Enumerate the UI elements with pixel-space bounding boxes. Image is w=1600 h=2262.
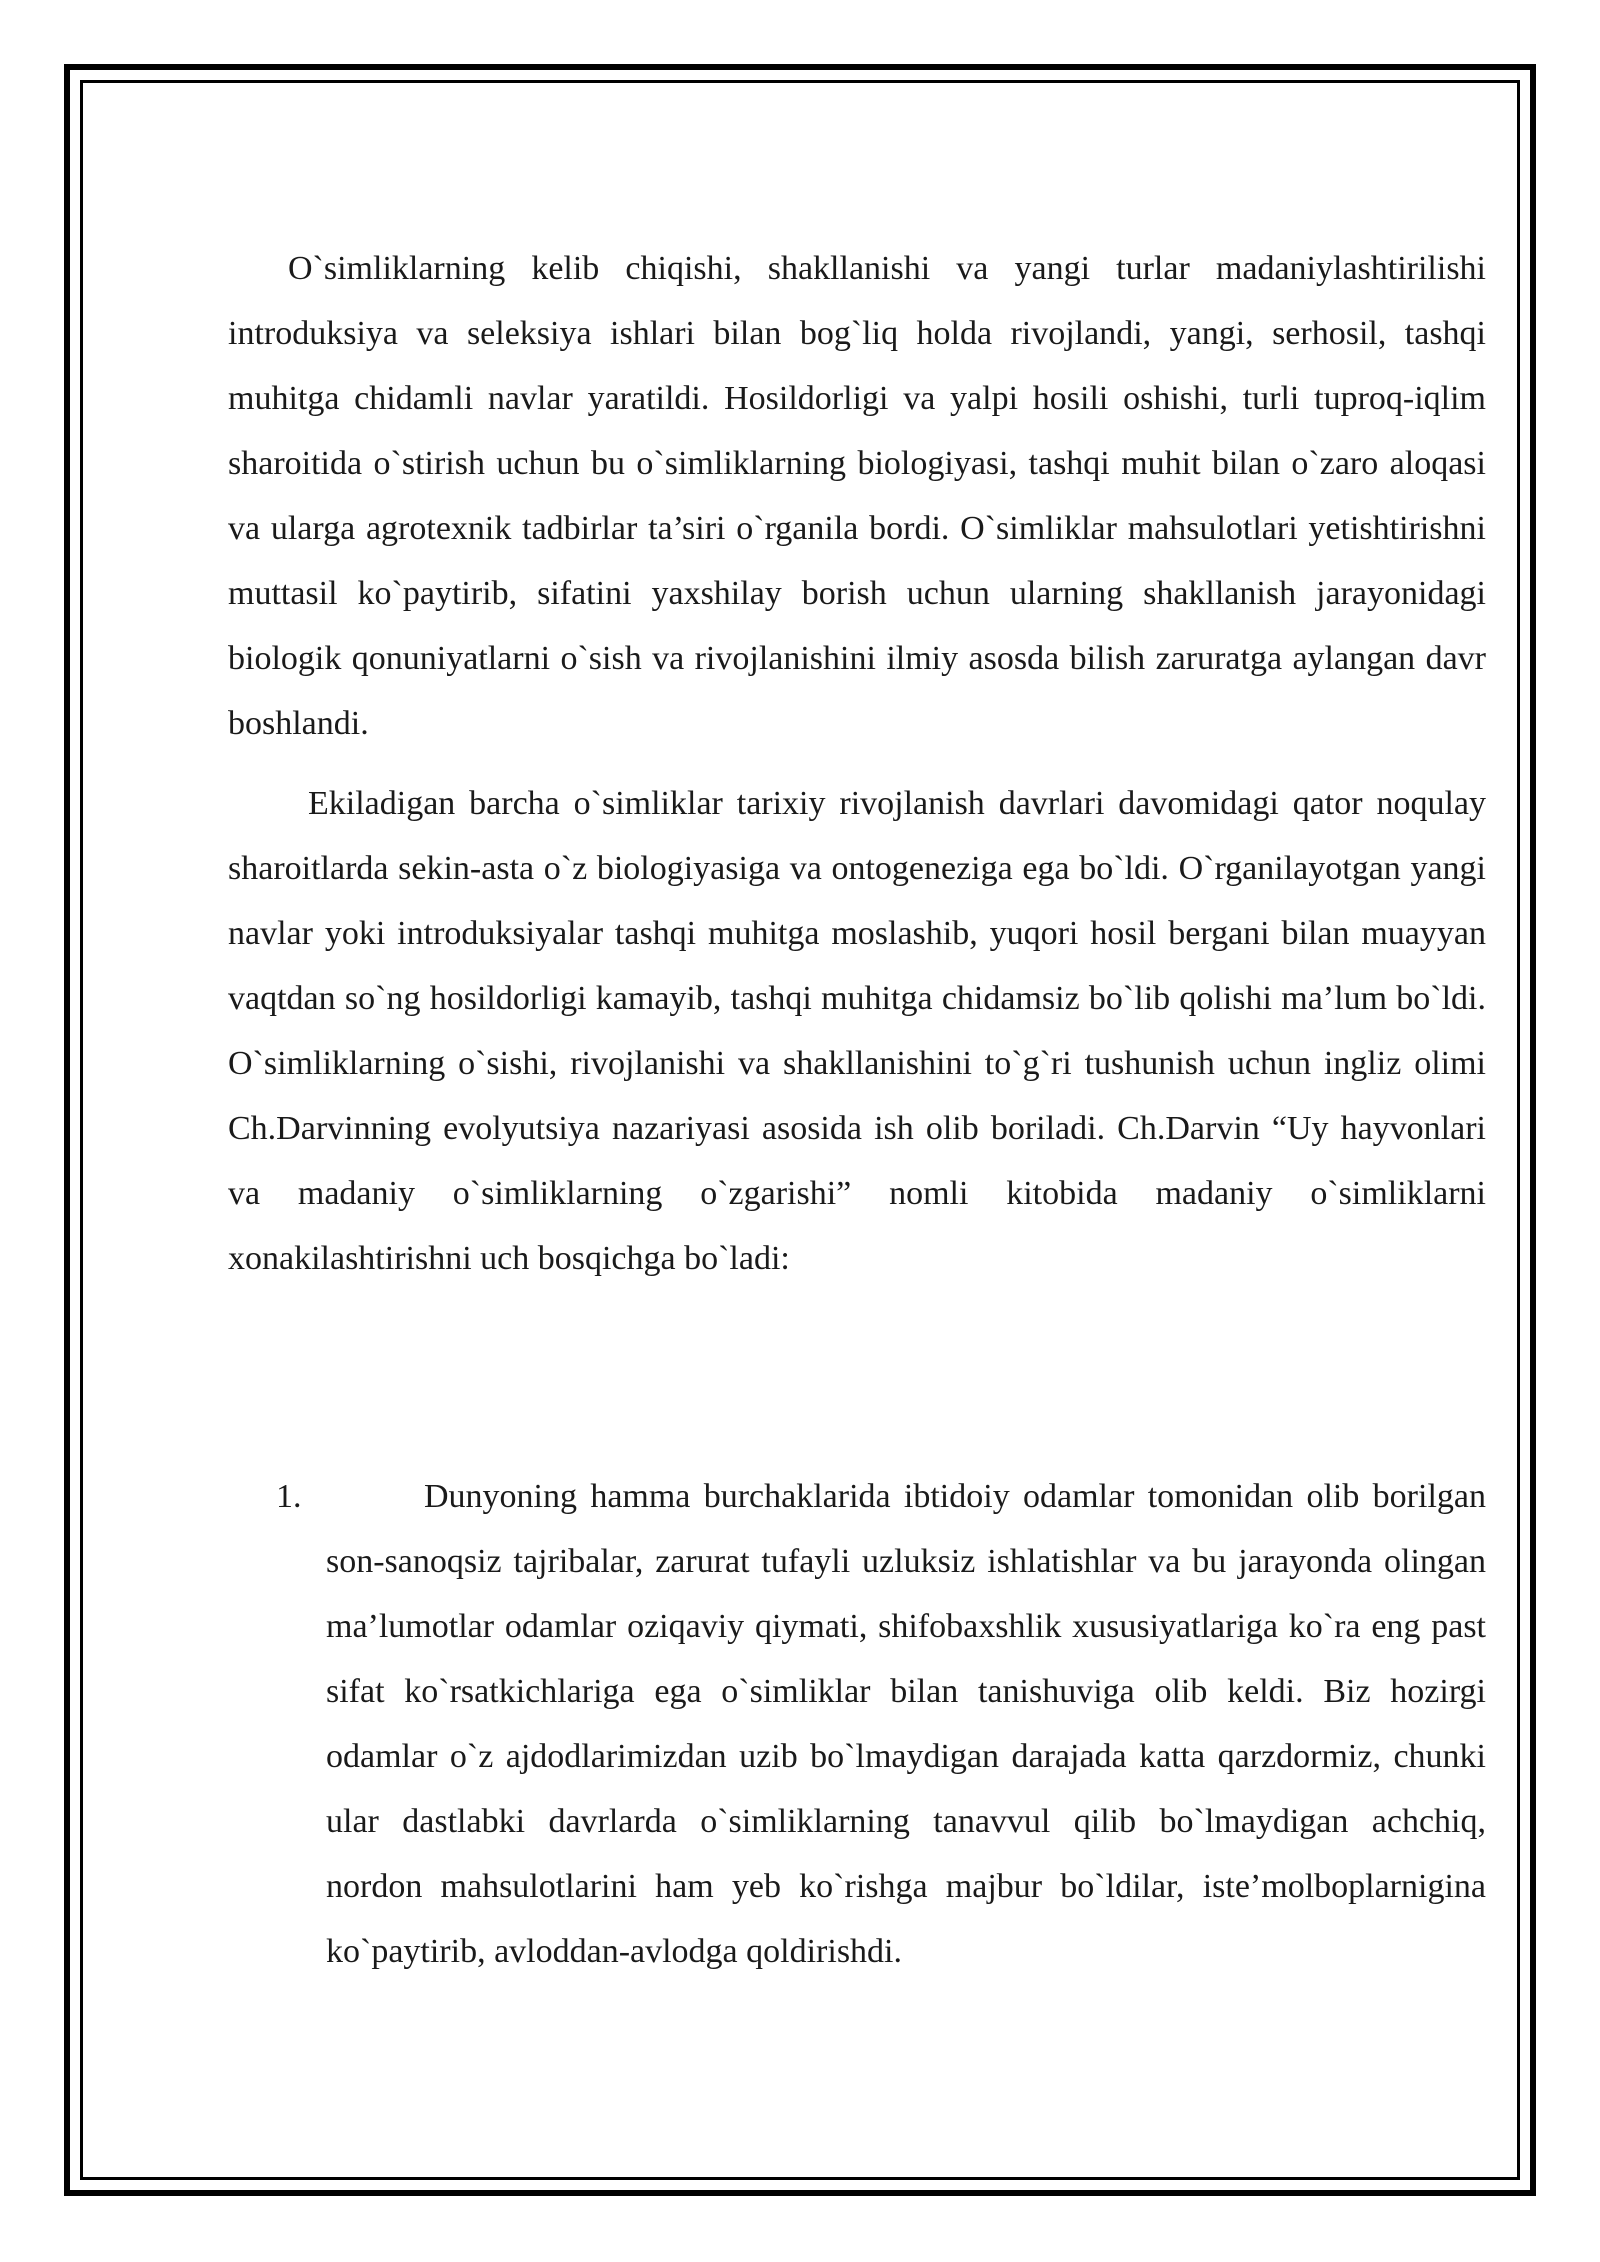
list-item — [228, 1464, 1486, 1984]
list-item-number: 1. — [276, 1478, 302, 1515]
document-body — [228, 236, 1486, 1291]
paragraph-1: O`simliklarning kelib chiqishi, shakllanishi va yangi turlar madaniylashtirilishi introduksiya va seleksiya ishlari bilan bog`liq holda rivojlandi, yangi, serhosil, tashqi muhitga chidamli navlar yaratildi. Hosildorligi va yalpi hosili oshishi, turli tuproq-iqlim sharoitida o`stirish uchun bu o`simliklarning biologiyasi, tashqi muhit bilan o`zaro aloqasi va ularga agrotexnik tadbirlar ta’siri o`rganila bordi. O`simliklar mahsulotlari yetishtirishni muttasil ko`paytirib, sifatini yaxshilay borish uchun ularning shakllanish jarayonidagi biologik qonuniyatlarni o`sish va rivojlanishini ilmiy asosda bilish zaruratga aylangan davr boshlandi. — [228, 250, 1486, 742]
list-item-text: Dunyoning hamma burchaklarida ibtidoiy odamlar tomonidan olib borilgan son-sanoqsiz tajribalar, zarurat tufayli uzluksiz ishlatishlar va bu jarayonda olingan ma’lumotlar odamlar oziqaviy qiymati, shifobaxshlik xususiyatlariga ko`ra eng past sifat ko`rsatkichlariga ega o`simliklar bilan tanishuviga olib keldi. Biz hozirgi odamlar o`z ajdodlarimizdan uzib bo`lmaydigan darajada katta qarzdormiz, chunki ular dastlabki davrlarda o`simliklarning tanavvul qilib bo`lmaydigan achchiq, nordon mahsulotlarini ham yeb ko`rishga majbur bo`ldilar, iste’molboplarnigina ko`paytirib, avloddan-avlodga qoldirishdi. — [326, 1478, 1486, 1970]
numbered-list — [228, 1464, 1486, 1984]
paragraph-2: Ekiladigan barcha o`simliklar tarixiy rivojlanish davrlari davomidagi qator noqulay sharoitlarda sekin-asta o`z biologiyasiga va ontogeneziga ega bo`ldi. O`rganilayotgan yangi navlar yoki introduksiyalar tashqi muhitga moslashib, yuqori hosil bergani bilan muayyan vaqtdan so`ng hosildorligi kamayib, tashqi muhitga chidamsiz bo`lib qolishi ma’lum bo`ldi. O`simliklarning o`sishi, rivojlanishi va shakllanishini to`g`ri tushunish uchun ingliz olimi Ch.Darvinning evolyutsiya nazariyasi asosida ish olib boriladi. Ch.Darvin “Uy hayvonlari va madaniy o`simliklarning o`zgarishi” nomli kitobida madaniy o`simliklarni xonakilashtirishni uch bosqichga bo`ladi: — [228, 785, 1486, 1277]
